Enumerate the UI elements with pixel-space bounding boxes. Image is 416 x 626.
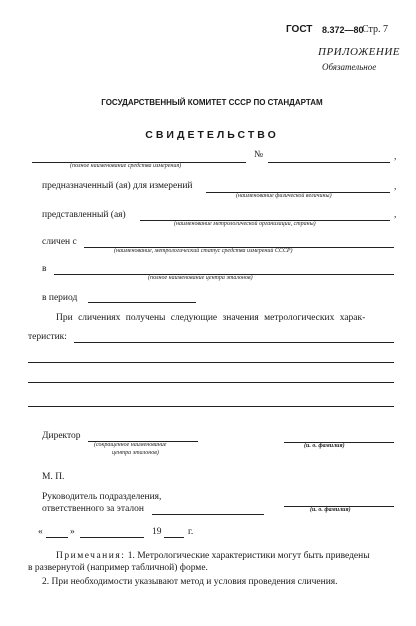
- instrument-number-line[interactable]: [268, 162, 390, 163]
- page-title: СВИДЕТЕЛЬСТВО: [145, 129, 279, 141]
- caption-center-short-2: центра эталонов): [112, 450, 159, 456]
- standard-number: 8.372—80: [322, 25, 364, 35]
- caption-center: (полное наименование центра эталонов): [148, 275, 253, 281]
- in-label: в: [42, 264, 47, 274]
- caption-organization: (наименование метрологической организации, страны): [174, 221, 316, 227]
- note-1-part-b: в развернутой (например табличной) форме.: [28, 563, 208, 573]
- date-year-suffix: г.: [188, 527, 194, 537]
- period-line[interactable]: [88, 302, 196, 303]
- number-sign: №: [254, 150, 264, 160]
- page-number: Стр. 7: [362, 24, 389, 35]
- date-year-line[interactable]: [164, 537, 184, 538]
- date-month-line[interactable]: [80, 537, 144, 538]
- mandatory-label: Обязательное: [322, 62, 377, 72]
- head-signature-line[interactable]: [152, 514, 264, 515]
- committee-heading: ГОСУДАРСТВЕННЫЙ КОМИТЕТ СССР ПО СТАНДАРТАМ: [101, 98, 323, 107]
- date-close-quote: »: [70, 527, 75, 537]
- caption-quantity: (наименование физической величины): [236, 193, 332, 199]
- note-1-part-a: 1. Метрологические характеристики могут быть приведены: [125, 551, 370, 561]
- results-line-4[interactable]: [28, 406, 394, 407]
- director-label: Директор: [42, 431, 81, 441]
- intended-label: предназначенный (ая) для измерений: [42, 181, 193, 191]
- head-label-1: Руководитель подразделения,: [42, 492, 162, 502]
- date-open-quote: «: [38, 527, 43, 537]
- results-line-1[interactable]: [74, 342, 394, 343]
- results-text-line2: теристик:: [28, 332, 67, 342]
- results-text-line1: При сличениях получены следующие значения метрологических харак-: [56, 313, 366, 323]
- stamp-label: М. П.: [42, 472, 65, 482]
- caption-means: (наименование, метрологический статус средства измерений СССР): [114, 248, 293, 254]
- note-2: 2. При необходимости указывают метод и условия проведения сличения.: [42, 577, 338, 587]
- head-label-2: ответственного за эталон: [42, 504, 144, 514]
- date-day-line[interactable]: [46, 537, 68, 538]
- caption-instrument: (полное наименование средства измерения): [70, 163, 182, 169]
- period-label: в период: [42, 293, 78, 303]
- standard-label: ГОСТ: [286, 24, 313, 35]
- results-line-2[interactable]: [28, 362, 394, 363]
- note-1-first-line: [56, 551, 370, 561]
- results-line-3[interactable]: [28, 382, 394, 383]
- date-year-prefix: 19: [152, 527, 162, 537]
- caption-head-name: (и. о. фамилия): [310, 507, 351, 513]
- caption-center-short-1: (сокращенное наименование: [94, 442, 167, 448]
- appendix-label: ПРИЛОЖЕНИЕ: [318, 46, 400, 58]
- caption-director-name: (и. о. фамилия): [304, 443, 345, 449]
- notes-heading: Примечания:: [56, 551, 126, 561]
- submitted-label: представленный (ая): [42, 210, 126, 220]
- compared-label: сличен с: [42, 237, 77, 247]
